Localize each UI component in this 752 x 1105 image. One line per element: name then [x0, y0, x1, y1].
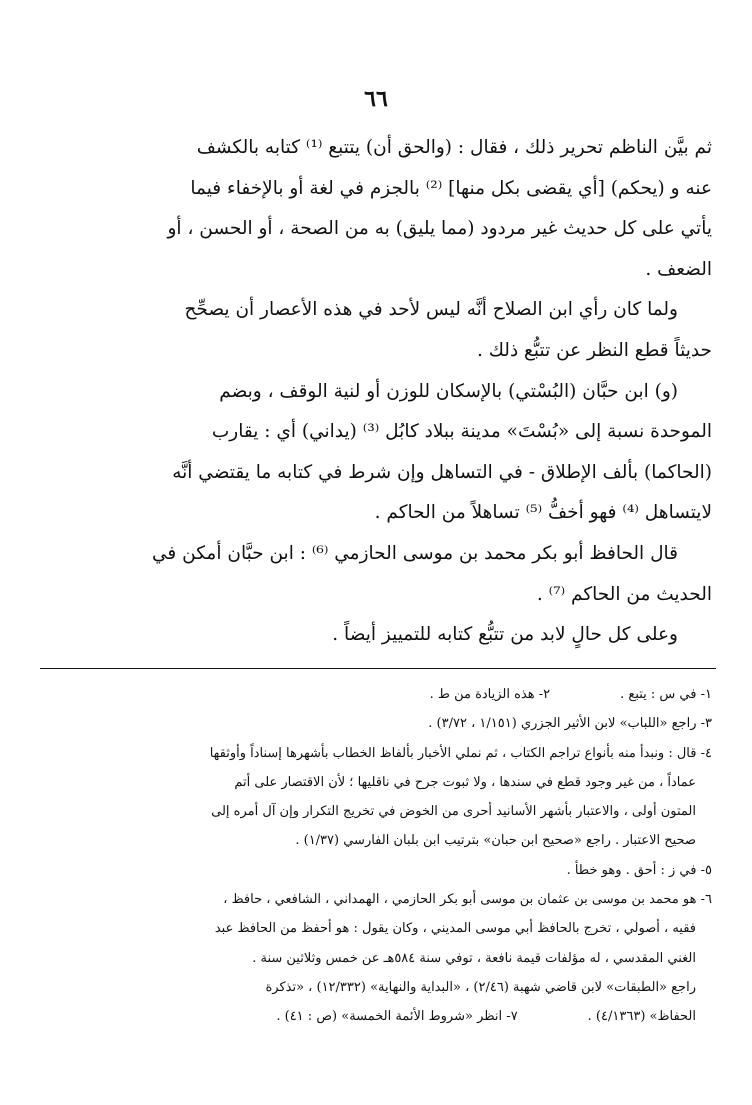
footnote-6-line: الغني المقدسي ، له مؤلفات قيمة نافعة ، توفي سنة ٥٨٤هـ عن خمس وثلاثين سنة . [252, 950, 696, 966]
main-text [44, 128, 712, 656]
footnote-6-line: الحفاظ» (٤/١٣٦٣) . [587, 1009, 696, 1025]
text-line: (الحاكما) بألف الإطلاق - في التساهل وإن شرط في كتابه ما يقتضي أنَّه [172, 461, 712, 483]
footnote-4-line: عماداً ، من غير وجود قطع في سندها ، ولا ثبوت جرح في ناقليها ؛ لأن الاقتصار على أتم [234, 774, 696, 790]
footnote-2: ٢- هذه الزيادة من ط . [429, 687, 551, 702]
text-line: الحديث من الحاكم ⁽⁷⁾ . [536, 583, 712, 605]
footnotes [44, 680, 712, 1032]
text-line: قال الحافظ أبو بكر محمد بن موسى الحازمي ⁽⁶⁾ : ابن حبَّان أمكن في [151, 542, 678, 564]
text-line: ولما كان رأي ابن الصلاح أنَّه ليس لأحد في هذه الأعصار أن يصحِّح [184, 299, 678, 321]
footnote-6-line: راجع «الطبقات» لابن قاضي شهبة (٢/٤٦) ، «البداية والنهاية» (١٢/٣٣٢) ، «تذكرة [265, 979, 696, 995]
text-line: عنه و (يحكم) [أي يقضى بكل منها] ⁽²⁾ بالجزم في لغة أو بالإخفاء فيما [190, 177, 712, 199]
footnote-1: ١- في س : يتبع . [620, 687, 712, 702]
text-line: ثم بيَّن الناظم تحرير ذلك ، فقال : (والحق أن) يتتبع ⁽¹⁾ كتابه بالكشف [196, 137, 712, 158]
footnote-row [44, 1002, 712, 1031]
footnote-3: ٣- راجع «اللباب» لابن الأثير الجزري (١/١٥١ ، ٣/٧٢) . [428, 716, 712, 732]
text-line: (و) ابن حبَّان (البُسْتي) بالإسكان للوزن أو لنية الوقف ، وبضم [219, 380, 678, 402]
text-line: الموحدة نسبة إلى «بُسْتَ» مدينة ببلاد كابُل ⁽³⁾ (يداني) أي : يقارب [211, 421, 712, 443]
footnote-6-line: فقيه ، أصولي ، تخرج بالحافظ أبي موسى المديني ، وكان يقول : هو أحفظ من الحافظ عبد [214, 921, 696, 937]
footnote-row [44, 680, 712, 709]
footnote-divider [40, 668, 716, 669]
text-line: الضعف . [645, 258, 712, 280]
footnote-4-line: ٤- قال : ونبدأ منه بأنواع تراجم الكتاب ، ثم نملي الأخبار بألفاظ الخطاب بأشهرها إسناداً وأوثقها [209, 745, 712, 761]
footnote-5: ٥- في ز : أحق . وهو خطأ . [566, 862, 712, 878]
text-line: وعلى كل حالٍ لابد من تتبُّع كتابه للتمييز أيضاً . [332, 624, 678, 646]
page-number: ٦٦ [364, 86, 388, 112]
footnote-6-line: ٦- هو محمد بن موسى بن عثمان بن موسى أبو بكر الحازمي ، الهمداني ، الشافعي ، حافظ ، [223, 892, 712, 908]
footnote-4-line: المتون أولى ، والاعتبار بأشهر الأسانيد أحرى من الخوض في تخريج التكرار وإن آل أمره إلى [211, 804, 696, 820]
text-line: يأتي على كل حديث غير مردود (مما يليق) به من الصحة ، أو الحسن ، أو [167, 218, 712, 240]
text-line: لايتساهل ⁽⁴⁾ فهو أخفُّ ⁽⁵⁾ تساهلاً من الحاكم . [374, 502, 712, 524]
footnote-7: ٧- انظر «شروط الأئمة الخمسة» (ص : ٤١) . [276, 1009, 518, 1025]
text-line: حديثاً قطع النظر عن تتبُّع ذلك . [476, 339, 712, 361]
footnote-4-line: صحيح الاعتبار . راجع «صحيح ابن حبان» بترتيب ابن بلبان الفارسي (١/٣٧) . [295, 833, 696, 849]
